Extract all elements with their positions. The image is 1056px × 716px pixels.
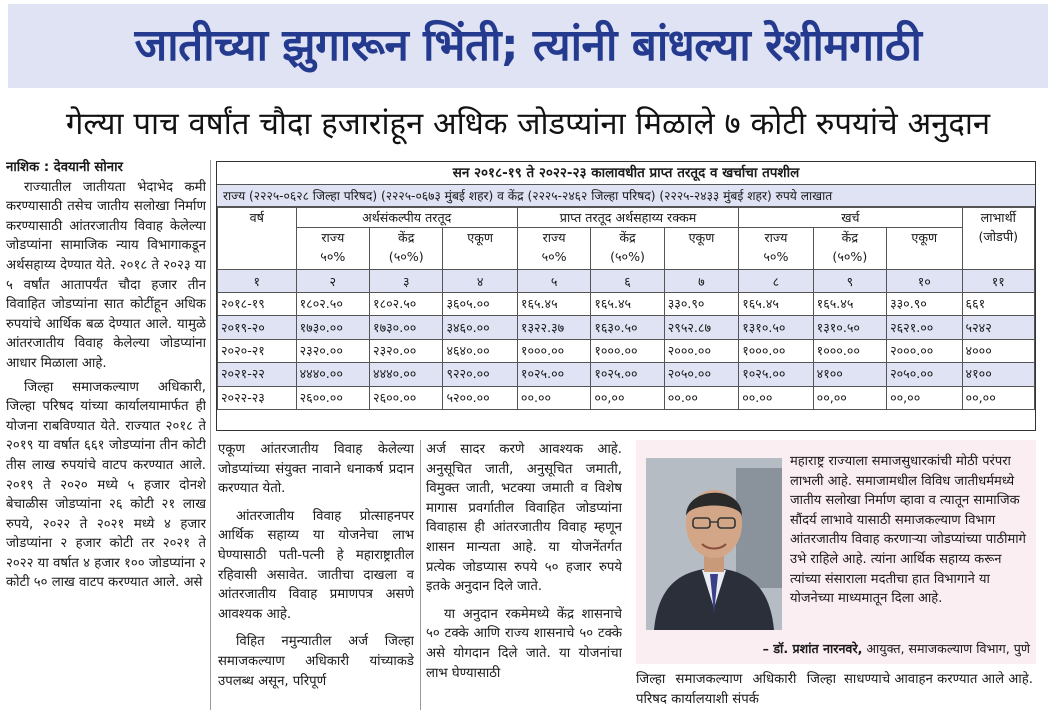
article-paragraph: एकूण आंतरजातीय विवाह केलेल्या जोडप्यांच्या संयुक्त नावाने धनाकर्ष प्रदान करण्यात येतो. <box>218 442 414 497</box>
table-cell: २०५०.०० <box>887 363 962 386</box>
header-year: वर्ष <box>218 208 297 270</box>
table-cell: ००,०० <box>887 386 962 409</box>
table-cell: १०२५.०० <box>517 363 590 386</box>
header-expense: खर्च <box>739 208 962 228</box>
article-column-4 <box>636 670 836 716</box>
column-number: ५ <box>517 270 590 293</box>
column-number: ९ <box>813 270 886 293</box>
subheader-share: (५०%) <box>832 249 868 264</box>
column-number: ११ <box>962 270 1034 293</box>
table-cell: १०२५.०० <box>739 363 813 386</box>
table-cell: ००.०० <box>664 386 738 409</box>
subheader-cell <box>517 228 590 270</box>
table-cell: ४१०० <box>962 363 1034 386</box>
subheader-cell <box>813 228 886 270</box>
article-column-2 <box>218 440 414 716</box>
table-note: राज्य (२२२५-०६२८ जिल्हा परिषद) (२२२५-०६७३ मुंबई शहर) व केंद्र (२२२५-२४६२ जिल्हा परिषद) (२२२५-२४३३ मुंबई शहर) रुपये लाखात <box>217 185 1035 207</box>
article-paragraph: साधण्याचे आवाहन करण्यात आले आहे. <box>844 672 1033 687</box>
table-cell: १८०२.५० <box>370 293 443 316</box>
table-row <box>218 386 1035 409</box>
row-year: २०२०-२१ <box>218 339 297 362</box>
article-paragraph: अर्ज सादर करणे आवश्यक आहे. अनुसूचित जाती, अनुसूचित जमाती, विमुक्त जाती, भटक्या जमाती व विशेष मागास प्रवर्गातील विवाहित जोडप्यांना विवाहास ही आंतरजातीय विवाह म्हणून शासन मान्यता आहे. या योजनेंतर्गत प्रत्येक जोडप्यास रुपये ५० हजार रुपये इतके अनुदान दिले जाते. <box>426 442 622 595</box>
article-paragraph: राज्यातील जातीयता भेदाभेद कमी करण्यासाठी तसेच जातीय सलोखा निर्माण करण्यासाठी आंतरजातीय विवाह केलेल्या जोडप्यांना सामाजिक न्याय विभागाकडून अर्थसहाय्य देण्यात येते. २०१८ ते २०२३ या ५ वर्षांत आतापर्यंत चौदा हजार तीन विवाहित जोडप्यांना सात कोटींहून अधिक रुपयांचे आर्थिक बळ देण्यात आले. यामुळे आंतरजातीय विवाह केलेल्या जोडप्यांना आधार मिळाला आहे. <box>6 179 206 371</box>
headline: जातीच्या झुगारून भिंती; त्यांनी बांधल्या रेशीमगाठी <box>134 20 922 71</box>
subheader-cell <box>370 228 443 270</box>
header-beneficiary <box>962 208 1034 270</box>
table-cell: १८०२.५० <box>296 293 369 316</box>
column-number: २ <box>296 270 369 293</box>
table-cell: २०००.०० <box>887 339 962 362</box>
subheader-share: ५०% <box>541 249 567 264</box>
row-year: २०२२-२३ <box>218 386 297 409</box>
column-number: ७ <box>664 270 738 293</box>
table-cell: १६५.४५ <box>813 293 886 316</box>
subheader-label: राज्य <box>321 230 345 245</box>
article-paragraph: या अनुदान रकमेमध्ये केंद्र शासनाचे ५० टक्के आणि राज्य शासनाचे ५० टक्के असे योगदान दिले जाते. या योजनांचा लाभ घेण्यासाठी <box>426 606 622 681</box>
header-beneficiary-unit: (जोडपी) <box>978 229 1019 244</box>
subheader-cell <box>887 228 962 270</box>
article-column-5 <box>844 670 1036 716</box>
table-cell: १३२२.३७ <box>517 316 590 339</box>
column-rule <box>210 160 211 710</box>
table-cell: ००,०० <box>591 386 664 409</box>
header-beneficiary-label: लाभार्थी <box>980 210 1016 225</box>
subheader-label: केंद्र <box>398 230 415 245</box>
table-cell: १६५.४५ <box>739 293 813 316</box>
subheader-cell <box>443 228 517 270</box>
article-column-3 <box>426 440 622 716</box>
table-cell: ५२४२ <box>962 316 1034 339</box>
table-row <box>218 363 1035 386</box>
column-number: १० <box>887 270 962 293</box>
table-cell: ३६०५.०० <box>443 293 517 316</box>
table-cell: ००,०० <box>962 386 1034 409</box>
subheader-label: केंद्र <box>841 230 859 245</box>
subheader-share: ५०% <box>763 249 789 264</box>
article-paragraph: जिल्हा समाजकल्याण अधिकारी जिल्हा परिषद कार्यालयाशी संपर्क <box>636 672 836 707</box>
table-cell: २९५२.८७ <box>664 316 738 339</box>
table-cell: २०००.०० <box>664 339 738 362</box>
article-paragraph: विहित नमुन्यातील अर्ज जिल्हा समाजकल्याण अधिकारी यांच्याकडे उपलब्ध असून, परिपूर्ण <box>218 634 414 689</box>
subheader-share: ५०% <box>320 249 346 264</box>
table-cell: २३२०.०० <box>370 339 443 362</box>
subheader-label: एकूण <box>467 230 494 245</box>
subheader-label: राज्य <box>764 230 788 245</box>
column-rule <box>420 440 421 710</box>
funding-table <box>216 161 1036 431</box>
column-number: ३ <box>370 270 443 293</box>
table-cell: १७३०.०० <box>296 316 369 339</box>
subheader-share: (५०%) <box>388 249 424 264</box>
column-number: ६ <box>591 270 664 293</box>
subheader-share: (५०%) <box>610 249 645 264</box>
subheadline: गेल्या पाच वर्षांत चौदा हजारांहून अधिक जोडप्यांना मिळाले ७ कोटी रुपयांचे अनुदान <box>65 106 991 142</box>
subheader-label: राज्य <box>542 230 566 245</box>
quote-attribution <box>646 640 1030 658</box>
table-cell: १०२५.०० <box>591 363 664 386</box>
column-number: ४ <box>443 270 517 293</box>
table-cell: १३१०.५० <box>813 316 886 339</box>
table-cell: ४६४०.०० <box>443 339 517 362</box>
column-number: १ <box>218 270 297 293</box>
table-row <box>218 293 1035 316</box>
subheader-label: केंद्र <box>619 230 636 245</box>
table-cell: ००.०० <box>739 386 813 409</box>
table-cell: १६३०.५० <box>591 316 664 339</box>
subheader-cell <box>591 228 664 270</box>
table-cell: ४४४०.०० <box>370 363 443 386</box>
table-cell: १०००.०० <box>591 339 664 362</box>
row-year: २०१८-१९ <box>218 293 297 316</box>
table-cell: २६२१.०० <box>887 316 962 339</box>
table-cell: ९२२०.०० <box>443 363 517 386</box>
header-budget: अर्थसंकल्पीय तरतूद <box>296 208 517 228</box>
table-cell: २६००.०० <box>296 386 369 409</box>
table-cell: १३१०.५० <box>739 316 813 339</box>
subheader-label: एकूण <box>688 230 715 245</box>
header-received: प्राप्त तरतूद अर्थसहाय्य रक्कम <box>517 208 738 228</box>
quote-author-role: आयुक्त, समाजकल्याण विभाग, पुणे <box>866 641 1030 656</box>
table-row <box>218 339 1035 362</box>
table-cell: २३२०.०० <box>296 339 369 362</box>
table-cell: १६५.४५ <box>517 293 590 316</box>
subheader-cell <box>296 228 369 270</box>
table-cell: ६६१ <box>962 293 1034 316</box>
table-cell: ४४४०.०० <box>296 363 369 386</box>
table-cell: ००.०० <box>517 386 590 409</box>
table-cell: १०००.०० <box>813 339 886 362</box>
table-row <box>218 316 1035 339</box>
table-grid <box>217 207 1035 410</box>
subheader-cell <box>664 228 738 270</box>
portrait-illustration <box>646 458 782 630</box>
column-number: ८ <box>739 270 813 293</box>
table-cell: ३३०.९० <box>887 293 962 316</box>
table-cell: ३३०.९० <box>664 293 738 316</box>
byline: नाशिक : देवयानी सोनार <box>6 160 123 175</box>
table-cell: ४००० <box>962 339 1034 362</box>
row-year: २०२१-२२ <box>218 363 297 386</box>
table-cell: ००,०० <box>813 386 886 409</box>
table-cell: ५२००.०० <box>443 386 517 409</box>
subheader-cell <box>739 228 813 270</box>
table-cell: २६००.०० <box>370 386 443 409</box>
table-cell: १०००.०० <box>739 339 813 362</box>
row-year: २०१९-२० <box>218 316 297 339</box>
table-cell: १०००.०० <box>517 339 590 362</box>
table-cell: २०५०.०० <box>664 363 738 386</box>
article-paragraph: आंतरजातीय विवाह प्रोत्साहनपर आर्थिक सहाय्य या योजनेचा लाभ घेण्यासाठी पती-पत्नी हे महाराष्ट्रातील रहिवासी असावेत. जातीचा दाखला व आंतरजातीय विवाह प्रमाणपत्र असणे आवश्यक आहे. <box>218 508 414 622</box>
table-title: सन २०१८-१९ ते २०२२-२३ कालावधीत प्राप्त तरतूद व खर्चाचा तपशील <box>217 162 1035 185</box>
quote-author: – डॉ. प्रशांत नारनवरे, <box>762 641 863 656</box>
portrait-photo <box>646 458 782 630</box>
article-paragraph: जिल्हा समाजकल्याण अधिकारी, जिल्हा परिषद यांच्या कार्यालयामार्फत ही योजना राबविण्यात येते. राज्यात २०१८ ते २०१९ या वर्षात ६६१ जोडप्यांना तीन कोटी तीस लाख रुपयांचे वाटप करण्यात आले. २०१९ ते २०२० मध्ये ५ हजार दोनशे बेचाळीस जोडप्यांना २६ कोटी २१ लाख रुपये, २०२२ ते २०२१ मध्ये ४ हजार जोडप्यांना २ हजार कोटी तर २०२१ ते २०२२ या वर्षात ४ हजार १०० जोडप्यांना २ कोटी ५० लाख वाटप करण्यात आले. असे <box>6 379 206 591</box>
quote-text: महाराष्ट्र राज्याला समाजसुधारकांची मोठी परंपरा लाभली आहे. समाजामधील विविध जातीधर्ममध्ये जातीय सलोखा निर्माण व्हावा व त्यातून सामाजिक सौंदर्य लाभावे यासाठी समाजकल्याण विभाग आंतरजातीय विवाह करणाऱ्या जोडप्यांच्या पाठीमागे उभे राहिले आहे. त्यांना आर्थिक सहाय्य करून त्यांच्या संसाराला मदतीचा हात विभागाने या योजनेच्या माध्यमातून दिला आहे. <box>790 454 1026 607</box>
article-column-1 <box>6 158 206 716</box>
subheader-label: एकूण <box>911 230 938 245</box>
table-cell: ४१०० <box>813 363 886 386</box>
table-cell: १७३०.०० <box>370 316 443 339</box>
table-cell: १६५.४५ <box>591 293 664 316</box>
table-cell: ३४६०.०० <box>443 316 517 339</box>
